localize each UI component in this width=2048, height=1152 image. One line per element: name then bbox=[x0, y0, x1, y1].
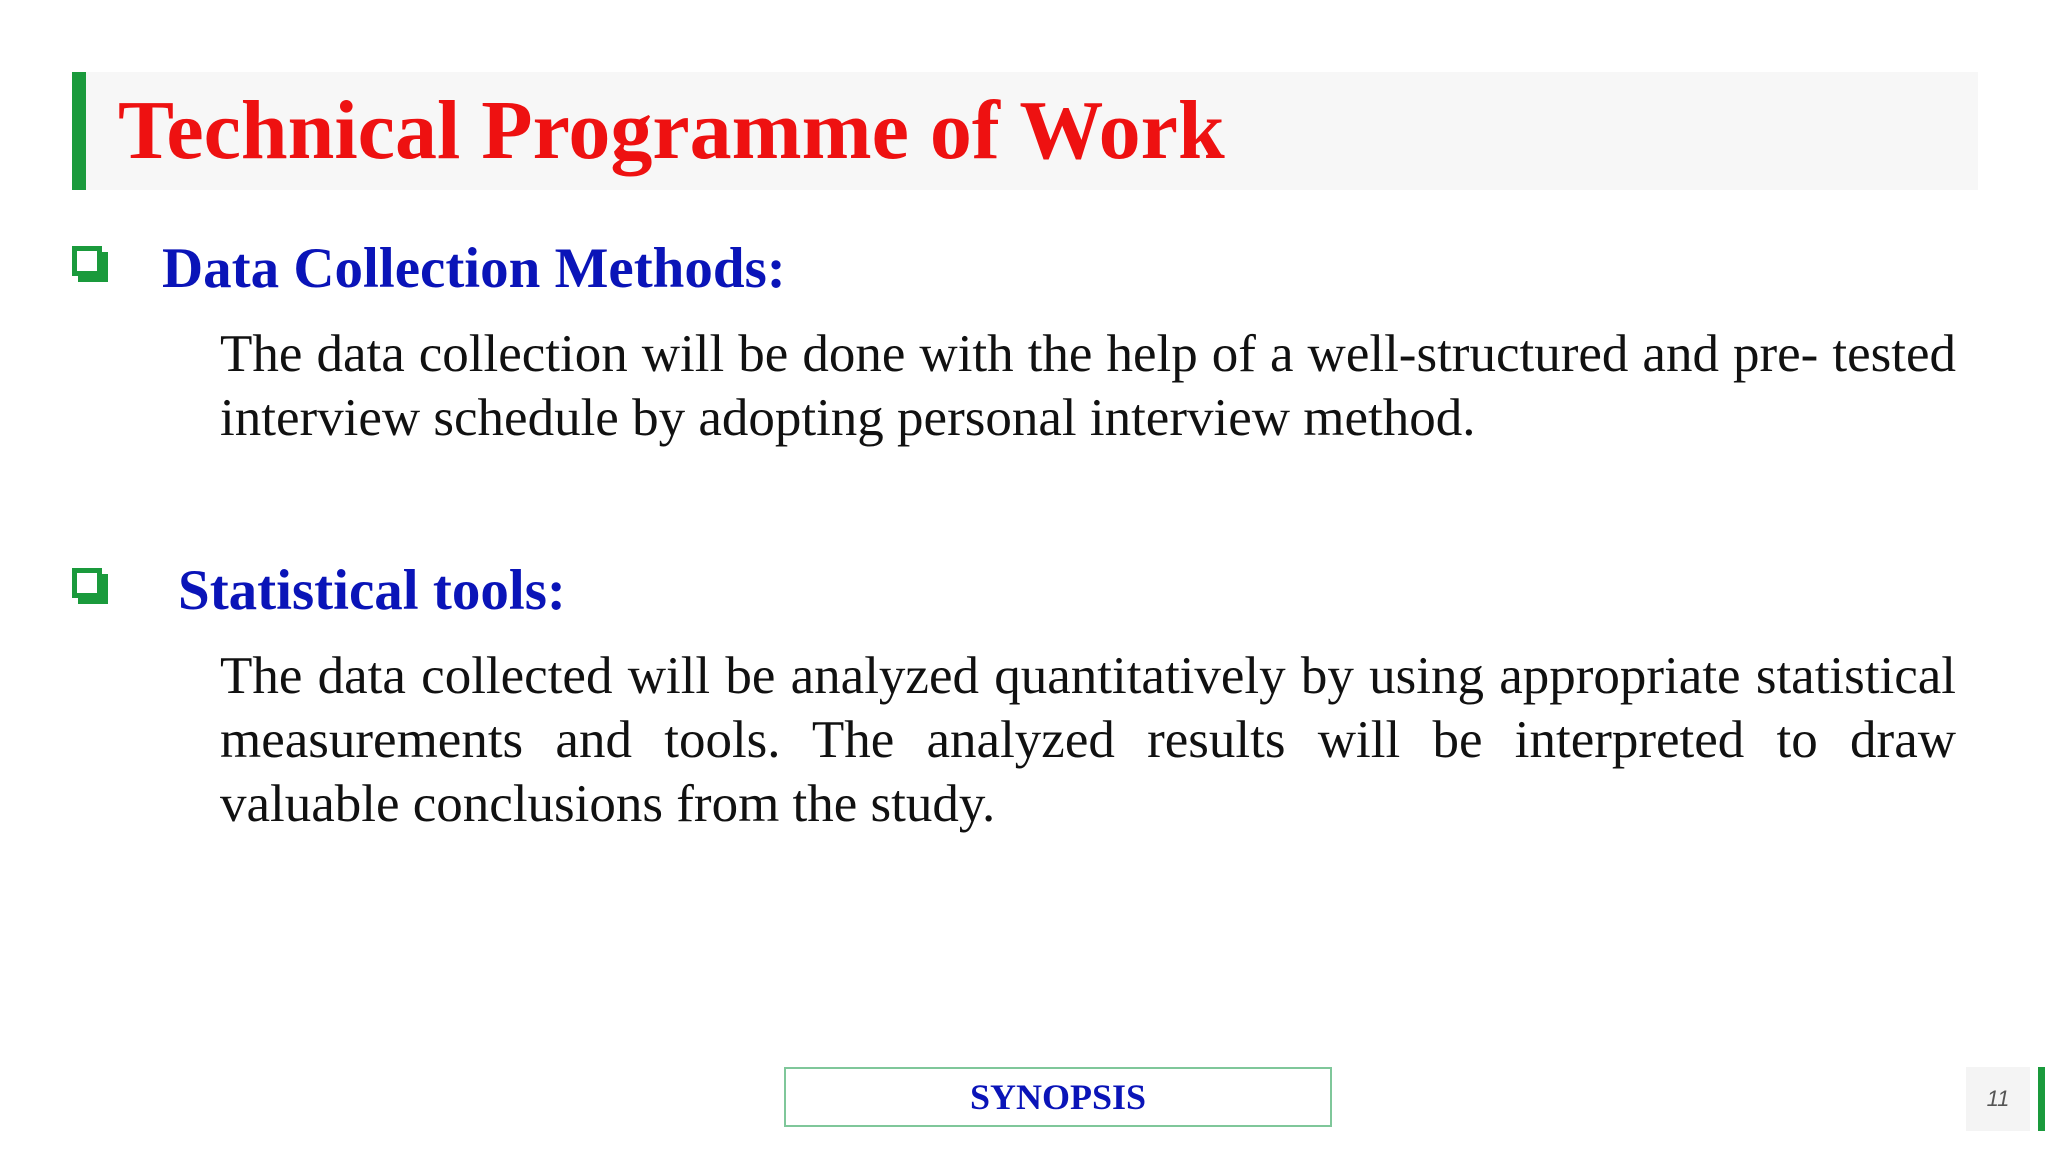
title-bar bbox=[72, 72, 1978, 190]
checkbox-bullet-icon bbox=[72, 568, 102, 598]
footer-synopsis-label: SYNOPSIS bbox=[784, 1067, 1332, 1127]
title-accent-bar bbox=[72, 72, 86, 190]
section-heading-statistical-tools: Statistical tools: bbox=[178, 559, 566, 622]
section-body-statistical-tools: The data collected will be analyzed quantitatively by using appropriate statistical measurements and tools. The analyzed results will be interpreted to draw valuable conclusions from the study. bbox=[220, 647, 1956, 833]
checkbox-bullet-icon bbox=[72, 246, 102, 276]
slide-title: Technical Programme of Work bbox=[118, 84, 1225, 177]
page-number-accent-bar bbox=[2038, 1067, 2045, 1131]
page-number: 11 bbox=[1966, 1067, 2030, 1131]
section-heading-data-collection: Data Collection Methods: bbox=[162, 237, 786, 300]
section-body-data-collection: The data collection will be done with the help of a well-structured and pre- tested interview schedule by adopting personal interview method. bbox=[220, 325, 1956, 447]
